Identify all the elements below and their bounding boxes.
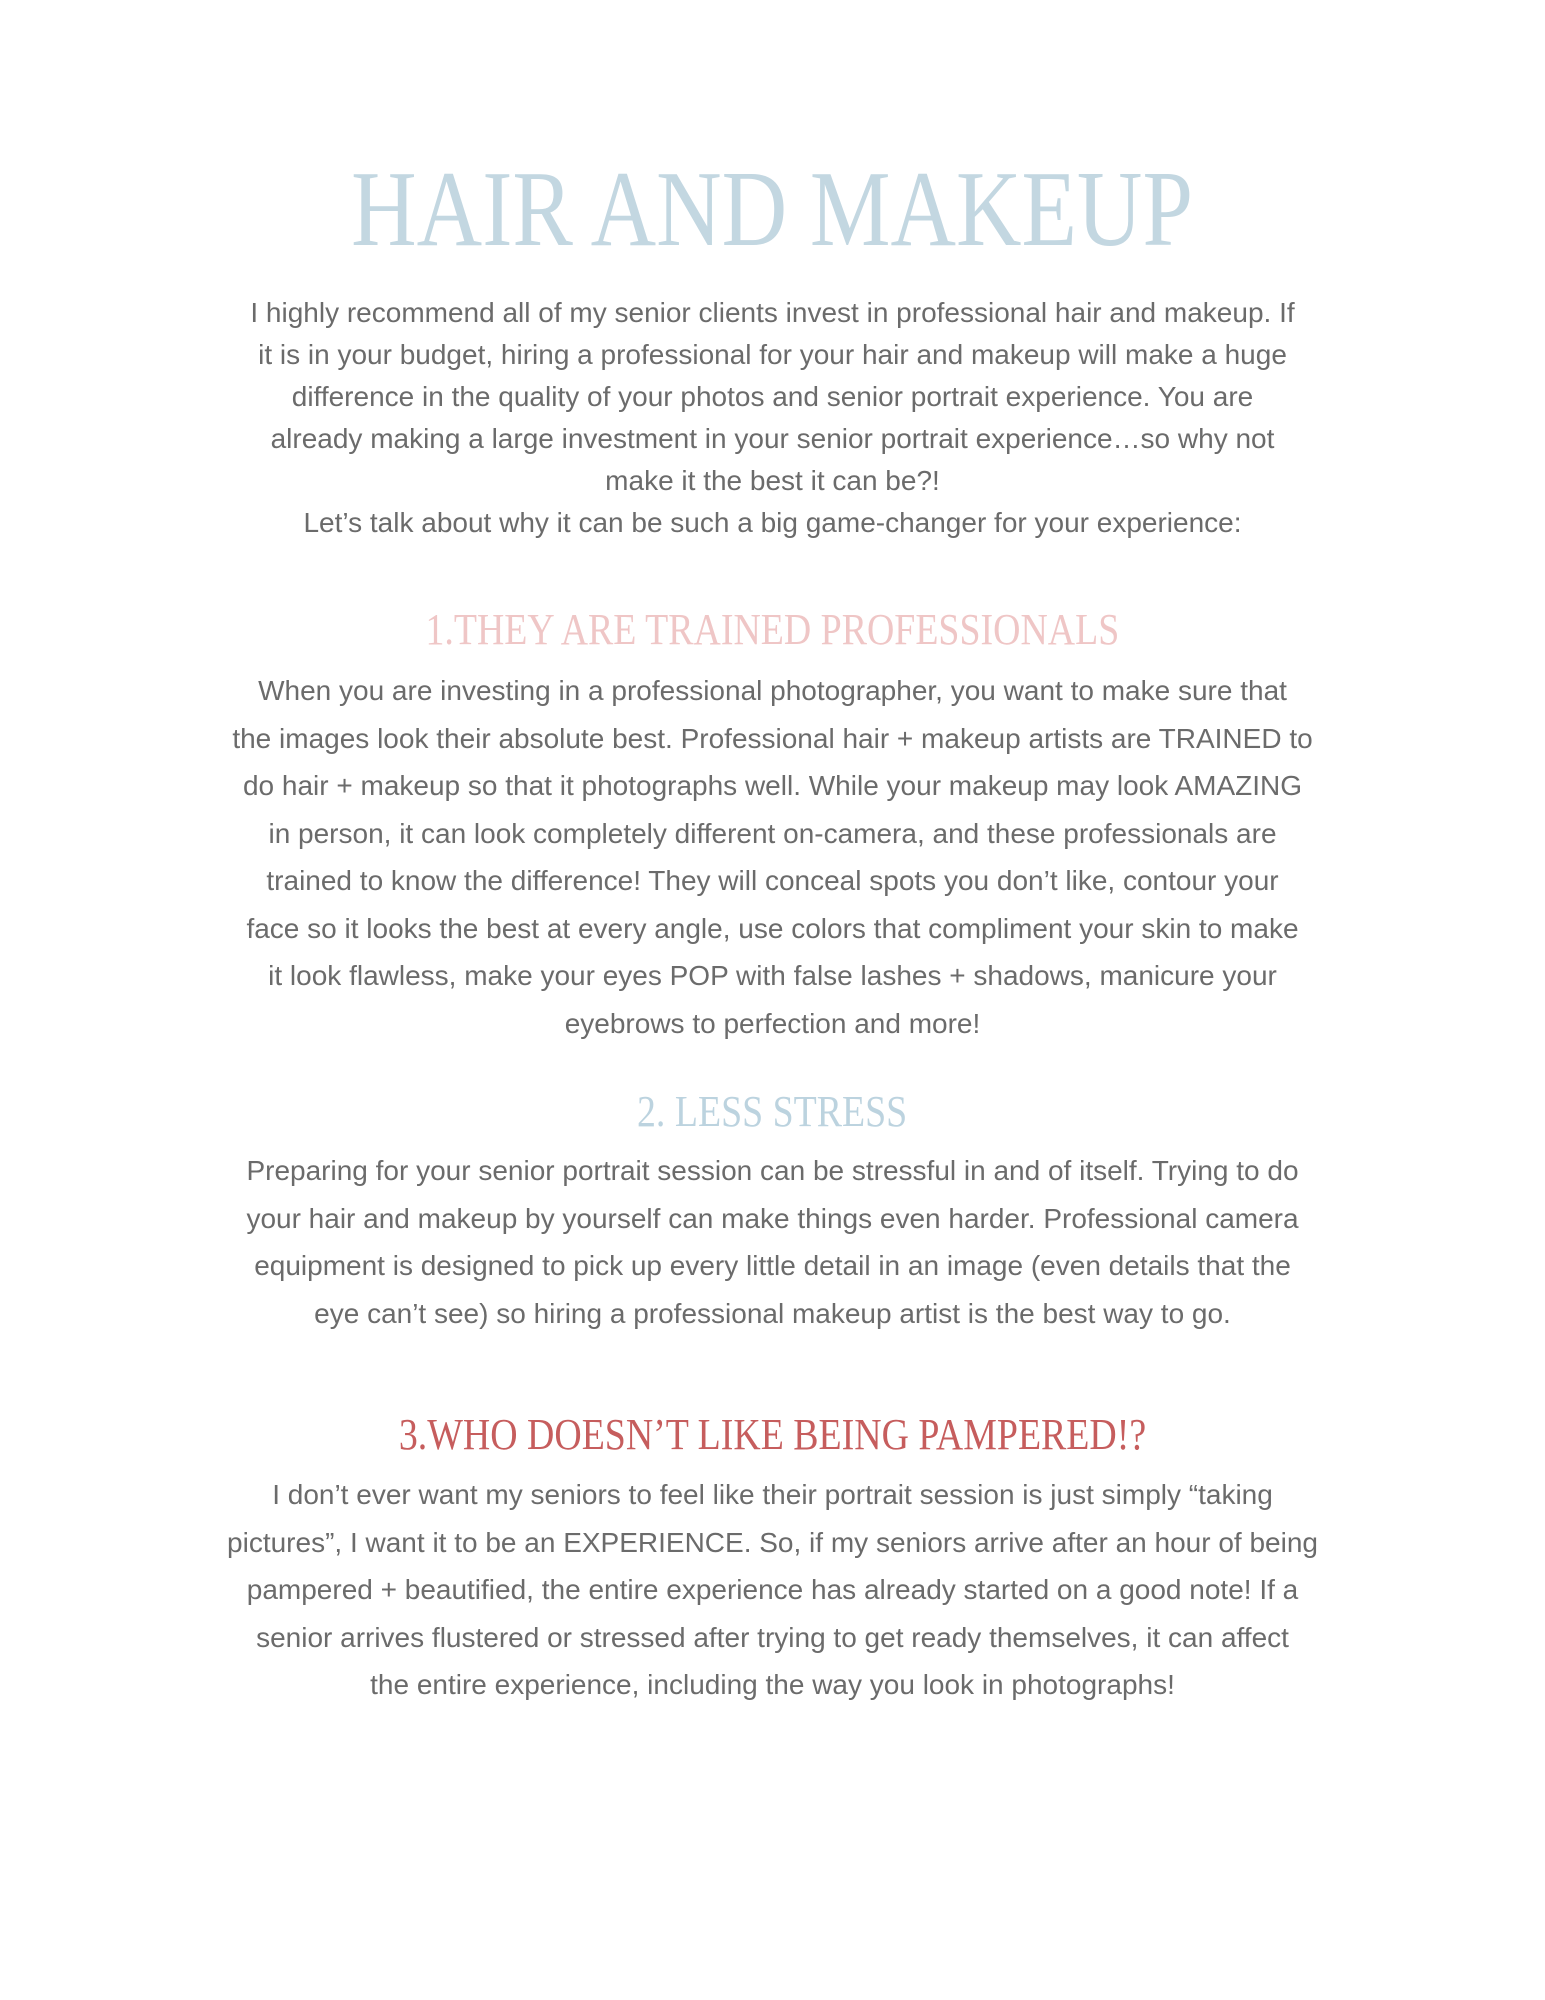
body-line: eyebrows to perfection and more! — [564, 1007, 981, 1039]
intro-line: it is in your budget, hiring a professional for your hair and makeup will make a huge — [258, 339, 1287, 370]
page-title — [0, 150, 1545, 270]
body-line: trained to know the difference! They will conceal spots you don’t like, contour your — [266, 865, 1279, 896]
body-line: When you are investing in a professional photographer, you want to make sure that — [258, 675, 1287, 706]
section-1-heading-text: 1.THEY ARE TRAINED PROFESSIONALS — [425, 605, 1120, 654]
body-line: equipment is designed to pick up every little detail in an image (even details that the — [254, 1250, 1291, 1281]
body-line: the images look their absolute best. Professional hair + makeup artists are TRAINED to — [232, 722, 1313, 754]
section-2-heading-text: 2. LESS STRESS — [637, 1087, 908, 1136]
body-line: pictures”, I want it to be an EXPERIENCE. So, if my seniors arrive after an hour of being — [227, 1526, 1318, 1558]
section-1-heading — [0, 602, 1545, 658]
body-line: it look flawless, make your eyes POP with false lashes + shadows, manicure your — [268, 960, 1277, 991]
section-3-heading — [0, 1407, 1545, 1463]
body-line: do hair + makeup so that it photographs well. While your makeup may look AMAZING — [242, 770, 1303, 801]
body-line: Preparing for your senior portrait session can be stressful in and of itself. Trying to do — [246, 1155, 1299, 1186]
body-line: in person, it can look completely different on-camera, and these professionals are — [268, 817, 1277, 849]
body-line: the entire experience, including the way you look in photographs! — [370, 1669, 1175, 1700]
section-1-body — [0, 667, 1545, 1047]
intro-paragraph — [0, 292, 1545, 544]
page-title-text: HAIR AND MAKEUP — [351, 150, 1194, 269]
section-3-body — [0, 1471, 1545, 1709]
intro-line: I highly recommend all of my senior clients invest in professional hair and makeup. If — [250, 297, 1295, 328]
intro-line: Let’s talk about why it can be such a big game-changer for your experience: — [303, 507, 1242, 538]
intro-line: already making a large investment in your senior portrait experience…so why not — [270, 423, 1275, 454]
body-line: your hair and makeup by yourself can make things even harder. Professional camera — [246, 1202, 1299, 1234]
body-line: eye can’t see) so hiring a professional makeup artist is the best way to go. — [314, 1297, 1231, 1329]
section-2-heading — [0, 1084, 1545, 1140]
section-2-body — [0, 1147, 1545, 1337]
intro-line: difference in the quality of your photos and senior portrait experience. You are — [291, 381, 1254, 412]
body-line: I don’t ever want my seniors to feel like their portrait session is just simply “taking — [272, 1479, 1273, 1510]
section-3-heading-text: 3.WHO DOESN’T LIKE BEING PAMPERED!? — [398, 1410, 1147, 1459]
body-line: pampered + beautified, the entire experience has already started on a good note! If a — [246, 1574, 1299, 1605]
intro-line: make it the best it can be?! — [605, 465, 940, 496]
body-line: face so it looks the best at every angle, use colors that compliment your skin to make — [246, 912, 1299, 944]
body-line: senior arrives flustered or stressed after trying to get ready themselves, it can affect — [256, 1621, 1289, 1653]
